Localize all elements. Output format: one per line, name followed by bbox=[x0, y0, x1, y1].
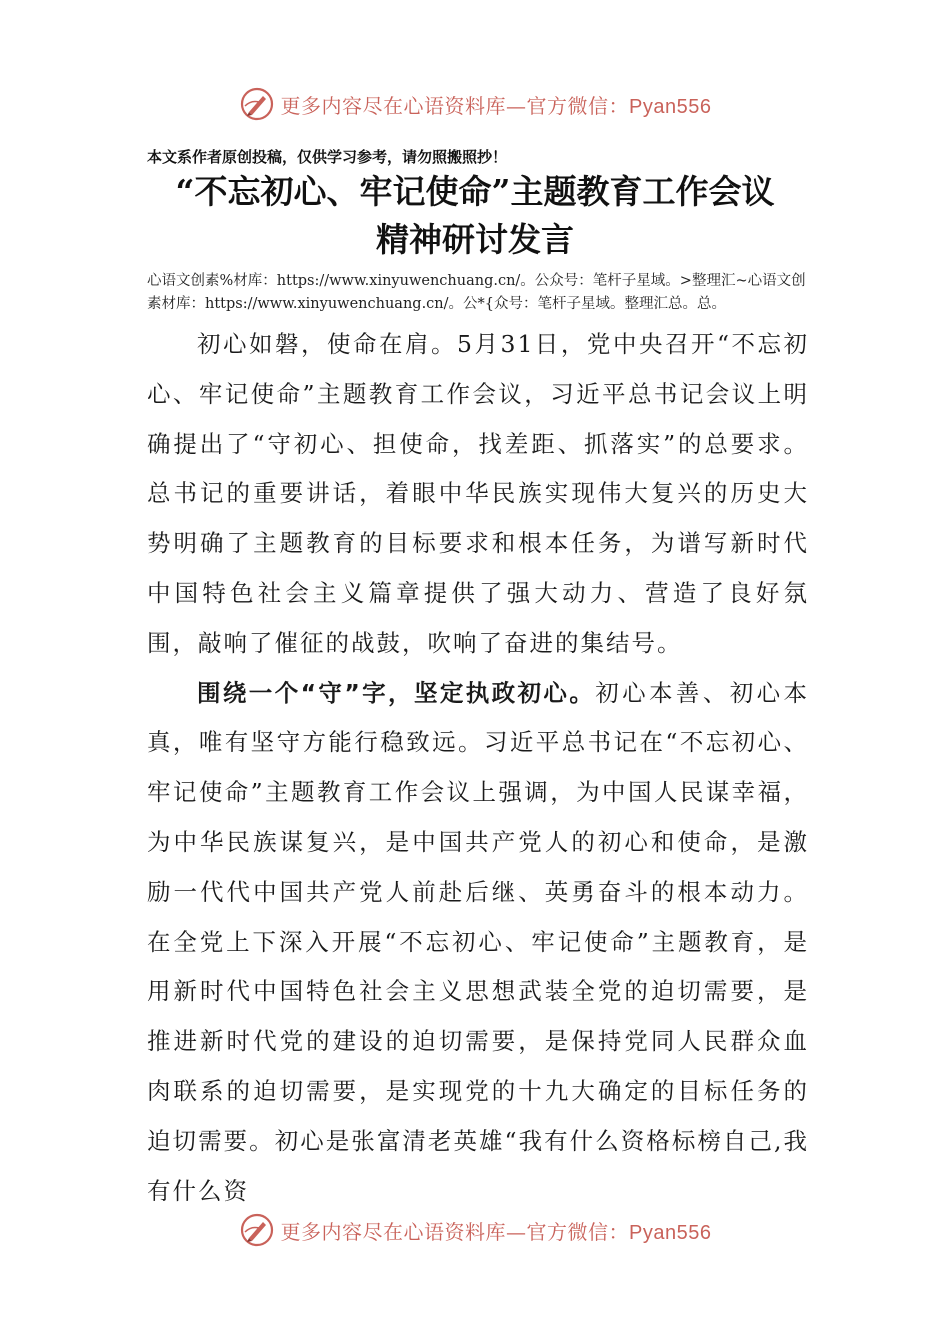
paragraph-2-lead: 围绕一个“守”字，坚定执政初心。 bbox=[197, 678, 596, 707]
paragraph-2-body: 初心本善、初心本真，唯有坚守方能行稳致远。习近平总书记在“不忘初心、牢记使命”主题教育工作会议上强调，为中国人民谋幸福，为中华民族谋复兴，是中国共产党人的初心和使命，是激励一代代中国共产党人前赴后继、英勇奋斗的根本动力。在全党上下深入开展“不忘初心、牢记使命”主题教育，是用新时代中国特色社会主义思想武装全党的迫切需要，是推进新时代党的建设的迫切需要，是保持党同人民群众血肉联系的迫切需要，是实现党的十九大确定的目标任务的迫切需要。初心是张富清老英雄“我有什么资格标榜自己,我有什么资 bbox=[147, 678, 810, 1205]
title-line-2: 精神研讨发言 bbox=[376, 220, 574, 259]
footer-banner bbox=[0, 1210, 950, 1250]
header-banner bbox=[0, 84, 950, 124]
paragraph-1: 初心如磐，使命在肩。5月31日，党中央召开“不忘初心、牢记使命”主题教育工作会议，习近平总书记会议上明确提出了“守初心、担使命，找差距、抓落实”的总要求。总书记的重要讲话，着眼中华民族实现伟大复兴的历史大势明确了主题教育的目标要求和根本任务，为谱写新时代中国特色社会主义篇章提供了强大动力、营造了良好氛围，敲响了催征的战鼓，吹响了奋进的集结号。 bbox=[147, 330, 809, 657]
document-title bbox=[130, 168, 820, 264]
paragraph-2 bbox=[147, 669, 809, 1217]
banner-text: 更多内容尽在心语资料库—官方微信：Pyan556 bbox=[280, 93, 712, 118]
copyright-notice: 本文系作者原创投稿，仅供学习参考，请勿照搬照抄！ bbox=[147, 148, 508, 166]
title-line-1: “不忘初心、牢记使命”主题教育工作会议 bbox=[175, 172, 775, 211]
pen-logo-icon bbox=[239, 86, 275, 122]
document-body bbox=[147, 320, 809, 1216]
banner-text: 更多内容尽在心语资料库—官方微信：Pyan556 bbox=[280, 1219, 712, 1244]
pen-logo-icon bbox=[239, 1212, 275, 1248]
source-note: 心语文创素%材库：https://www.xinyuwenchuang.cn/。公众号：笔杆子星域。>整理汇~心语文创素材库：https://www.xinyuwenchuang.cn/。公*{众号：笔杆子星域。整理汇总。总。 bbox=[147, 273, 806, 312]
